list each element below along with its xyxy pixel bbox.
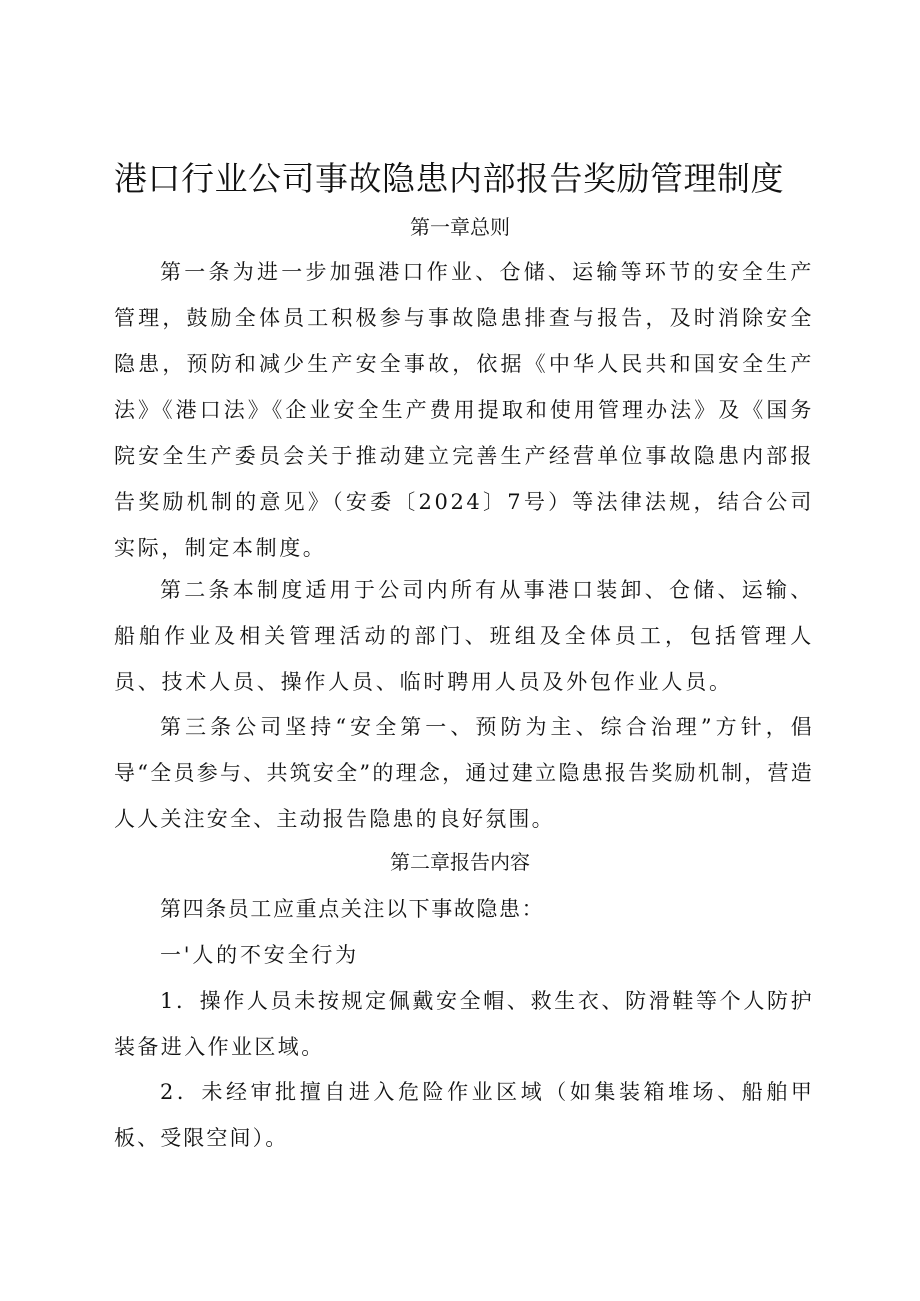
article-3-paragraph: 第三条公司坚持“安全第一、预防为主、综合治理”方针，倡导“全员参与、共筑安全”的理念，通过建立隐患报告奖励机制，营造人人关注安全、主动报告隐患的良好氛围。 bbox=[114, 715, 814, 831]
list-item-2: 2．未经审批擅自进入危险作业区域（如集装箱堆场、船舶甲板、受限空间）。 bbox=[114, 1080, 814, 1150]
document-title: 港口行业公司事故隐患内部报告奖励管理制度 bbox=[114, 159, 784, 198]
chapter-heading-report-content: 第二章报告内容 bbox=[390, 850, 530, 874]
article-4-paragraph: 第四条员工应重点关注以下事故隐患： bbox=[160, 897, 545, 921]
article-1-paragraph: 第一条为进一步加强港口作业、仓储、运输等环节的安全生产管理，鼓励全体员工积极参与事故隐患排查与报告，及时消除安全隐患，预防和减少生产安全事故，依据《中华人民共和国安全生产法》《港口法》《企业安全生产费用提取和使用管理办法》及《国务院安全生产委员会关于推动建立完善生产经营单位事故隐患内部报告奖励机制的意见》（安委〔2024〕7号）等法律法规，结合公司实际，制定本制度。 bbox=[114, 260, 814, 560]
chapter-heading-general: 第一章总则 bbox=[410, 215, 510, 239]
article-2-paragraph: 第二条本制度适用于公司内所有从事港口装卸、仓储、运输、船舶作业及相关管理活动的部门、班组及全体员工，包括管理人员、技术人员、操作人员、临时聘用人员及外包作业人员。 bbox=[114, 578, 814, 694]
list-item-1: 1．操作人员未按规定佩戴安全帽、救生衣、防滑鞋等个人防护装备进入作业区域。 bbox=[114, 989, 814, 1059]
section-heading-unsafe-behavior: 一'人的不安全行为 bbox=[160, 943, 359, 967]
